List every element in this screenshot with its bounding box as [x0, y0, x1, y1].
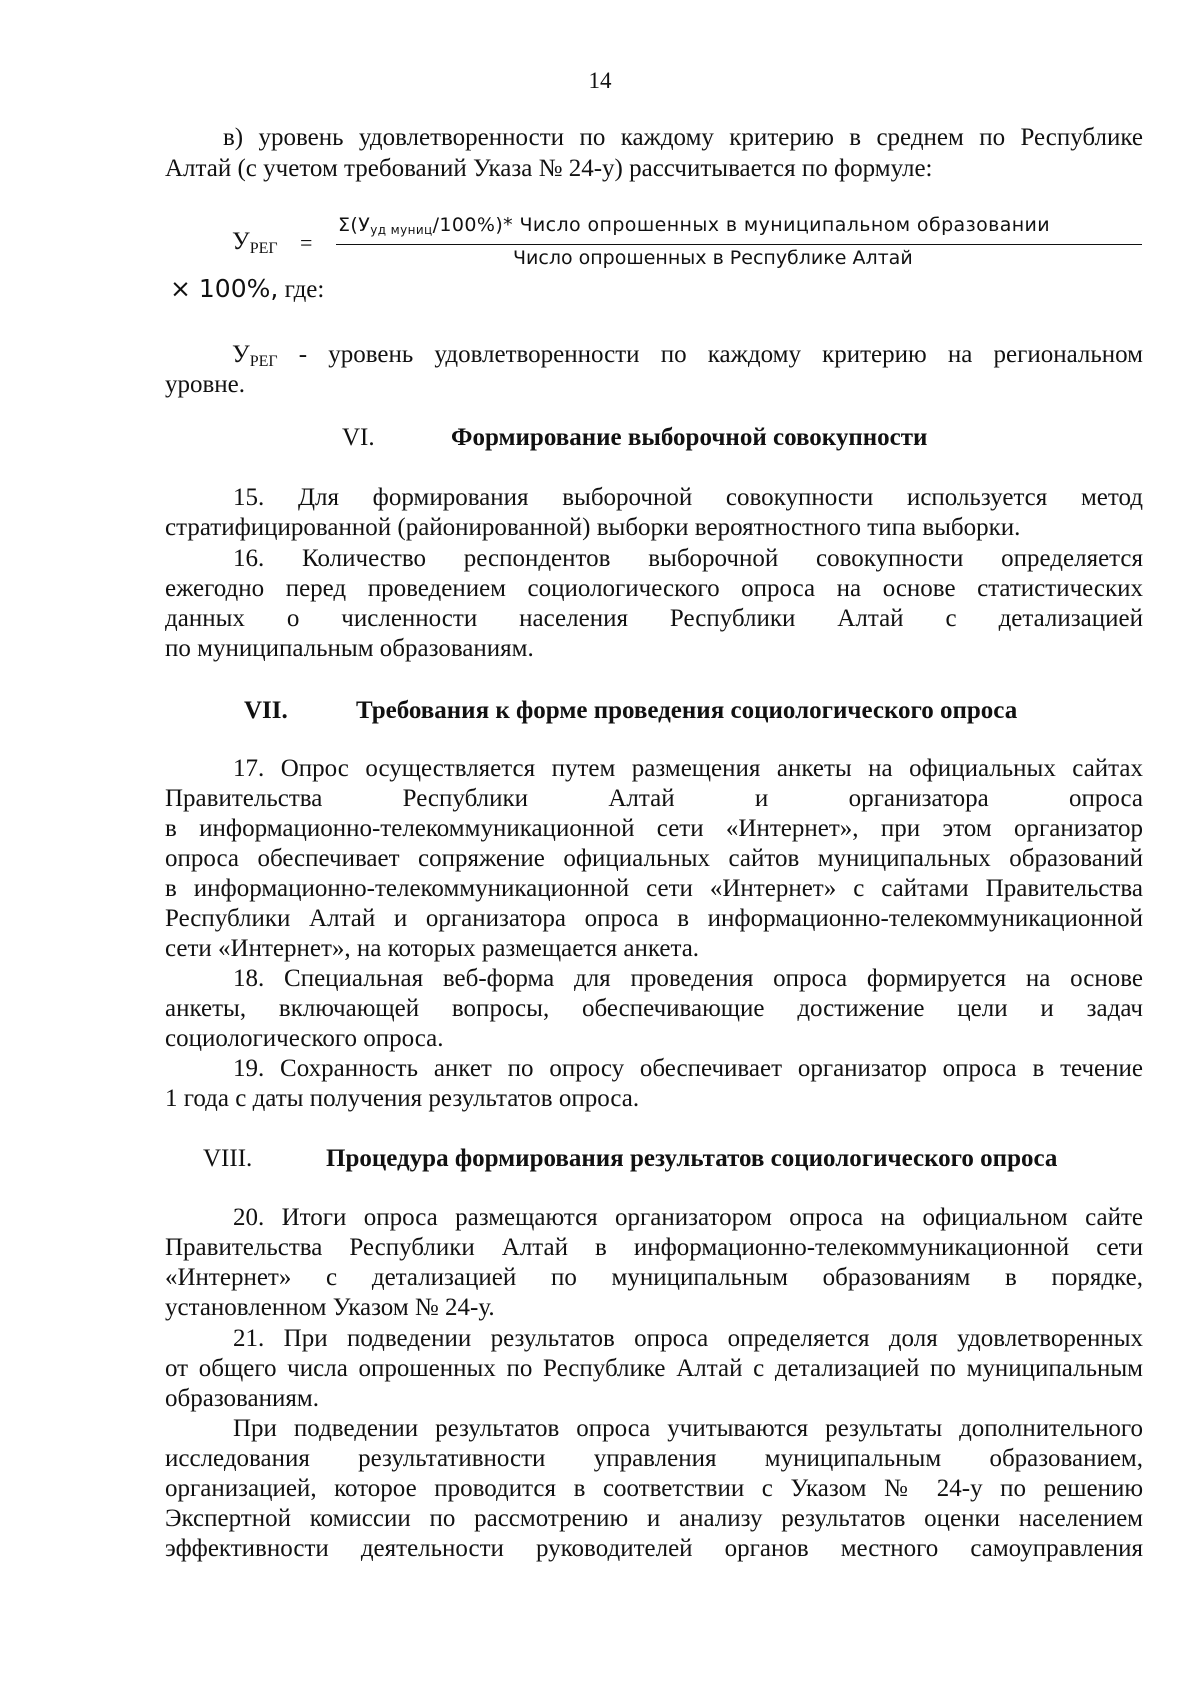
intro-line-2: Алтай (с учетом требований Указа № 24-у) рассчитывается по формуле: — [165, 155, 933, 182]
page-number: 14 — [588, 68, 612, 93]
formula-lhs: $У_{РЕГ}$ — [232, 228, 278, 257]
p21-line-1: 21. При подведении результатов опроса определяется доля удовлетворенных — [233, 1325, 1143, 1352]
p15-line-1: 15. Для формирования выборочной совокупности используется метод — [233, 484, 1143, 511]
p15-line-2: стратифицированной (районированной) выборки вероятностного типа выборки. — [165, 514, 1021, 541]
p20-line-1: 20. Итоги опроса размещаются организатором опроса на официальном сайте — [233, 1204, 1143, 1231]
ureg-definition-line-1: $У_{РЕГ}$ - уровень удовлетворенности по каждому критерию на региональном — [232, 341, 1143, 370]
p22-line-4: Экспертной комиссии по рассмотрению и анализу результатов оценки населением — [165, 1505, 1143, 1532]
section-8-title: Процедура формирования результатов социологического опроса — [326, 1145, 1058, 1172]
formula-fraction-bar — [336, 244, 1142, 245]
formula-numerator: $\Sigma(У_{уд муниц}/100\%)*$ Число опрошенных в муниципальном образовании — [338, 214, 1051, 237]
p16-line-1: 16. Количество респондентов выборочной совокупности определяется — [233, 545, 1143, 572]
p20-line-2: Правительства Республики Алтай в информационно-телекоммуникационной сети — [165, 1234, 1143, 1261]
p18-line-1: 18. Специальная веб-форма для проведения опроса формируется на основе — [233, 965, 1143, 992]
p17-line-1: 17. Опрос осуществляется путем размещения анкеты на официальных сайтах — [233, 755, 1143, 782]
p16-line-2: ежегодно перед проведением социологического опроса на основе статистических — [165, 575, 1143, 602]
p19-line-2: 1 года с даты получения результатов опроса. — [165, 1085, 640, 1112]
formula-denominator: Число опрошенных в Республике Алтай — [513, 247, 913, 269]
p22-line-2: исследования результативности управления муниципальным образованием, — [165, 1445, 1143, 1472]
section-7-title: Требования к форме проведения социологического опроса — [356, 697, 1018, 724]
ureg-definition-line-2: уровне. — [165, 371, 246, 398]
section-8-number: VIII. — [203, 1145, 253, 1172]
p18-line-2: анкеты, включающей вопросы, обеспечивающие достижение цели и задач — [165, 995, 1143, 1022]
p17-line-4: опроса обеспечивает сопряжение официальных сайтов муниципальных образований — [165, 845, 1143, 872]
p19-line-1: 19. Сохранность анкет по опросу обеспечивает организатор опроса в течение — [233, 1055, 1143, 1082]
p17-line-6: Республики Алтай и организатора опроса в информационно-телекоммуникационной — [165, 905, 1143, 932]
p22-line-5: эффективности деятельности руководителей органов местного самоуправления — [165, 1535, 1143, 1562]
section-6-number: VI. — [342, 424, 375, 451]
p17-line-2: Правительства Республики Алтай и организатора опроса — [165, 785, 1143, 812]
p17-line-5: в информационно-телекоммуникационной сети «Интернет» с сайтами Правительства — [165, 875, 1143, 902]
p22-line-1: При подведении результатов опроса учитываются результаты дополнительного — [233, 1415, 1143, 1442]
p16-line-3: данных о численности населения Республики Алтай с детализацией — [165, 605, 1143, 632]
p17-line-3: в информационно-телекоммуникационной сети «Интернет», при этом организатор — [165, 815, 1143, 842]
p20-line-3: «Интернет» с детализацией по муниципальным образованиям в порядке, — [165, 1264, 1143, 1291]
p16-line-4: по муниципальным образованиям. — [165, 635, 534, 662]
section-7-number: VII. — [244, 697, 288, 724]
p20-line-4: установленном Указом № 24-у. — [165, 1294, 495, 1321]
p21-line-3: образованиям. — [165, 1385, 319, 1412]
p21-line-2: от общего числа опрошенных по Республике Алтай с детализацией по муниципальным — [165, 1355, 1143, 1382]
section-6-title: Формирование выборочной совокупности — [451, 424, 928, 451]
p18-line-3: социологического опроса. — [165, 1025, 444, 1052]
intro-line-1: в) уровень удовлетворенности по каждому критерию в среднем по Республике — [223, 124, 1143, 151]
formula-tail: × 100%, где: — [170, 274, 325, 303]
p22-line-3: организацией, которое проводится в соответствии с Указом № 24-у по решению — [165, 1475, 1143, 1502]
p17-line-7: сети «Интернет», на которых размещается анкета. — [165, 935, 700, 962]
formula-equals: = — [300, 230, 313, 255]
